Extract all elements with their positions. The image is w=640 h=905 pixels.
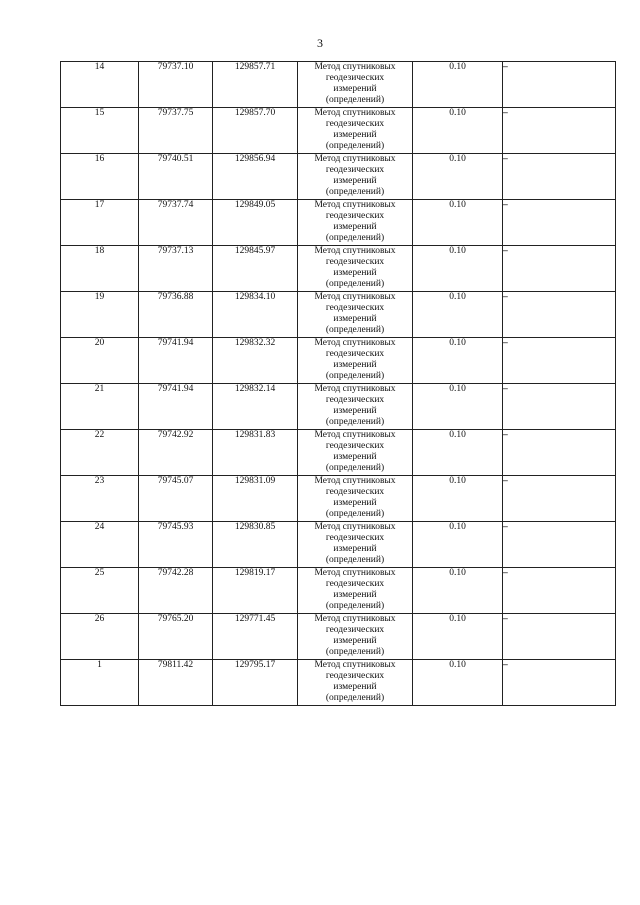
method-cell: [298, 200, 413, 246]
x-coordinate-cell: 79765.20: [139, 614, 213, 660]
method-cell: [298, 108, 413, 154]
description-cell: –: [503, 660, 616, 706]
method-line: измерений: [333, 452, 377, 462]
method-line: Метод спутниковых: [314, 660, 396, 670]
point-number-cell: 25: [61, 568, 139, 614]
table-row: [61, 62, 616, 108]
method-line: Метод спутниковых: [314, 430, 396, 440]
x-coordinate-cell: 79737.10: [139, 62, 213, 108]
method-line: Метод спутниковых: [314, 62, 396, 72]
method-line: Метод спутниковых: [314, 384, 396, 394]
method-line: измерений: [333, 544, 377, 554]
table-row: [61, 292, 616, 338]
x-coordinate-cell: 79736.88: [139, 292, 213, 338]
method-cell: [298, 660, 413, 706]
method-line: (определений): [325, 371, 385, 381]
method-line: геодезических: [325, 395, 385, 405]
method-line: измерений: [333, 360, 377, 370]
method-line: геодезических: [325, 73, 385, 83]
y-coordinate-cell: 129795.17: [213, 660, 298, 706]
method-line: геодезических: [325, 165, 385, 175]
description-cell: –: [503, 246, 616, 292]
table-row: [61, 246, 616, 292]
method-line: Метод спутниковых: [314, 154, 396, 164]
method-line: Метод спутниковых: [314, 476, 396, 486]
method-cell: [298, 568, 413, 614]
point-number-cell: 26: [61, 614, 139, 660]
y-coordinate-cell: 129849.05: [213, 200, 298, 246]
method-line: Метод спутниковых: [314, 292, 396, 302]
description-cell: –: [503, 62, 616, 108]
description-cell: –: [503, 108, 616, 154]
accuracy-cell: 0.10: [413, 522, 503, 568]
table-row: [61, 430, 616, 476]
method-line: Метод спутниковых: [314, 246, 396, 256]
x-coordinate-cell: 79741.94: [139, 384, 213, 430]
accuracy-cell: 0.10: [413, 108, 503, 154]
point-number-cell: 24: [61, 522, 139, 568]
table-row: [61, 384, 616, 430]
y-coordinate-cell: 129834.10: [213, 292, 298, 338]
y-coordinate-cell: 129845.97: [213, 246, 298, 292]
description-cell: –: [503, 384, 616, 430]
point-number-cell: 14: [61, 62, 139, 108]
x-coordinate-cell: 79742.92: [139, 430, 213, 476]
method-line: (определений): [325, 233, 385, 243]
method-cell: [298, 62, 413, 108]
point-number-cell: 23: [61, 476, 139, 522]
table-row: [61, 200, 616, 246]
table-row: [61, 522, 616, 568]
y-coordinate-cell: 129857.71: [213, 62, 298, 108]
method-line: Метод спутниковых: [314, 568, 396, 578]
method-line: (определений): [325, 325, 385, 335]
x-coordinate-cell: 79737.74: [139, 200, 213, 246]
method-cell: [298, 154, 413, 200]
accuracy-cell: 0.10: [413, 384, 503, 430]
coordinates-table: [60, 61, 616, 706]
method-line: геодезических: [325, 257, 385, 267]
table-row: [61, 154, 616, 200]
description-cell: –: [503, 200, 616, 246]
method-line: измерений: [333, 84, 377, 94]
y-coordinate-cell: 129830.85: [213, 522, 298, 568]
point-number-cell: 21: [61, 384, 139, 430]
method-line: геодезических: [325, 303, 385, 313]
description-cell: –: [503, 292, 616, 338]
method-line: Метод спутниковых: [314, 200, 396, 210]
method-line: геодезических: [325, 487, 385, 497]
accuracy-cell: 0.10: [413, 476, 503, 522]
point-number-cell: 22: [61, 430, 139, 476]
x-coordinate-cell: 79745.93: [139, 522, 213, 568]
y-coordinate-cell: 129771.45: [213, 614, 298, 660]
description-cell: –: [503, 154, 616, 200]
method-line: Метод спутниковых: [314, 108, 396, 118]
y-coordinate-cell: 129857.70: [213, 108, 298, 154]
accuracy-cell: 0.10: [413, 568, 503, 614]
method-line: измерений: [333, 130, 377, 140]
y-coordinate-cell: 129831.83: [213, 430, 298, 476]
point-number-cell: 19: [61, 292, 139, 338]
method-line: измерений: [333, 682, 377, 692]
x-coordinate-cell: 79811.42: [139, 660, 213, 706]
x-coordinate-cell: 79737.75: [139, 108, 213, 154]
point-number-cell: 16: [61, 154, 139, 200]
x-coordinate-cell: 79741.94: [139, 338, 213, 384]
method-line: измерений: [333, 222, 377, 232]
point-number-cell: 20: [61, 338, 139, 384]
accuracy-cell: 0.10: [413, 292, 503, 338]
method-line: геодезических: [325, 533, 385, 543]
method-line: геодезических: [325, 625, 385, 635]
accuracy-cell: 0.10: [413, 154, 503, 200]
method-cell: [298, 476, 413, 522]
point-number-cell: 1: [61, 660, 139, 706]
accuracy-cell: 0.10: [413, 430, 503, 476]
description-cell: –: [503, 522, 616, 568]
method-line: (определений): [325, 601, 385, 611]
table-row: [61, 660, 616, 706]
x-coordinate-cell: 79742.28: [139, 568, 213, 614]
method-line: геодезических: [325, 579, 385, 589]
method-line: (определений): [325, 187, 385, 197]
method-line: (определений): [325, 693, 385, 703]
accuracy-cell: 0.10: [413, 246, 503, 292]
method-cell: [298, 292, 413, 338]
method-line: геодезических: [325, 119, 385, 129]
accuracy-cell: 0.10: [413, 660, 503, 706]
coordinates-table-body: [61, 62, 616, 706]
method-line: измерений: [333, 176, 377, 186]
method-line: (определений): [325, 279, 385, 289]
method-line: измерений: [333, 314, 377, 324]
y-coordinate-cell: 129819.17: [213, 568, 298, 614]
description-cell: –: [503, 568, 616, 614]
method-line: геодезических: [325, 211, 385, 221]
method-cell: [298, 614, 413, 660]
method-line: (определений): [325, 463, 385, 473]
accuracy-cell: 0.10: [413, 200, 503, 246]
description-cell: –: [503, 338, 616, 384]
page-number: 3: [317, 36, 323, 50]
method-line: Метод спутниковых: [314, 338, 396, 348]
method-line: Метод спутниковых: [314, 522, 396, 532]
table-row: [61, 338, 616, 384]
y-coordinate-cell: 129832.14: [213, 384, 298, 430]
method-line: (определений): [325, 647, 385, 657]
y-coordinate-cell: 129832.32: [213, 338, 298, 384]
method-line: Метод спутниковых: [314, 614, 396, 624]
method-line: измерений: [333, 268, 377, 278]
method-line: измерений: [333, 498, 377, 508]
y-coordinate-cell: 129831.09: [213, 476, 298, 522]
method-cell: [298, 430, 413, 476]
table-row: [61, 108, 616, 154]
method-cell: [298, 246, 413, 292]
table-row: [61, 476, 616, 522]
point-number-cell: 18: [61, 246, 139, 292]
table-row: [61, 568, 616, 614]
method-line: (определений): [325, 555, 385, 565]
point-number-cell: 17: [61, 200, 139, 246]
method-line: (определений): [325, 141, 385, 151]
method-line: измерений: [333, 590, 377, 600]
accuracy-cell: 0.10: [413, 338, 503, 384]
method-line: геодезических: [325, 441, 385, 451]
description-cell: –: [503, 476, 616, 522]
method-line: измерений: [333, 636, 377, 646]
method-cell: [298, 338, 413, 384]
method-cell: [298, 384, 413, 430]
table-row: [61, 614, 616, 660]
method-line: измерений: [333, 406, 377, 416]
method-line: геодезических: [325, 671, 385, 681]
method-line: (определений): [325, 417, 385, 427]
accuracy-cell: 0.10: [413, 614, 503, 660]
method-line: (определений): [325, 95, 385, 105]
method-line: геодезических: [325, 349, 385, 359]
x-coordinate-cell: 79737.13: [139, 246, 213, 292]
method-cell: [298, 522, 413, 568]
method-line: (определений): [325, 509, 385, 519]
description-cell: –: [503, 614, 616, 660]
description-cell: –: [503, 430, 616, 476]
x-coordinate-cell: 79740.51: [139, 154, 213, 200]
accuracy-cell: 0.10: [413, 62, 503, 108]
y-coordinate-cell: 129856.94: [213, 154, 298, 200]
x-coordinate-cell: 79745.07: [139, 476, 213, 522]
point-number-cell: 15: [61, 108, 139, 154]
